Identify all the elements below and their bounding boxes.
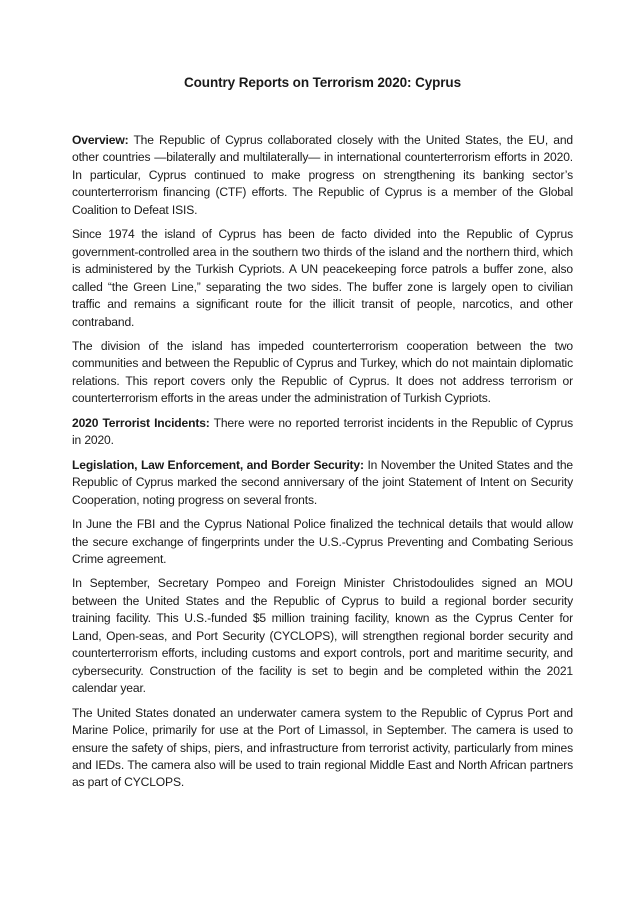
paragraph-legislation — [72, 457, 573, 509]
document-title: Country Reports on Terrorism 2020: Cyprus — [184, 75, 461, 90]
paragraph-text: The United States donated an underwater camera system to the Republic of Cyprus Port and Marine Police, primarily for use at the Port of Limassol, in September. The camera is used to ensure the safety of ships, piers, and infrastructure from terrorist activity, particularly from mines and IEDs. The camera also will be used to train regional Middle East and North African partners as part of CYCLOPS. — [72, 705, 573, 790]
paragraph-lead: 2020 Terrorist Incidents: — [72, 415, 210, 430]
paragraph-text: In June the FBI and the Cyprus National Police finalized the technical details that would allow the secure exchange of fingerprints under the U.S.-Cyprus Preventing and Combating Serious Crime agreement. — [72, 517, 573, 566]
paragraph-terrorist-incidents — [72, 415, 573, 450]
paragraph-lead: Overview: — [72, 133, 129, 147]
paragraph-lead: Legislation, Law Enforcement, and Border Security: — [72, 457, 364, 472]
paragraph-underwater-camera — [72, 705, 573, 792]
document-body — [72, 132, 573, 799]
paragraph-text: There were no reported terrorist incidents in the Republic of Cyprus in 2020. — [72, 415, 573, 448]
paragraph-fingerprints — [72, 516, 573, 568]
paragraph-text: In November the United States and the Republic of Cyprus marked the second anniversary of the joint Statement of Intent on Security Cooperation, noting progress on several fronts. — [72, 457, 573, 507]
paragraph-text: The Republic of Cyprus collaborated closely with the United States, the EU, and other countries —bilaterally and multilaterally— in international counterterrorism efforts in 2020. In particular, Cyprus continued to make progress on strengthening its banking sector’s counterterrorism financing (CTF) efforts. The Republic of Cyprus is a member of the Global Coalition to Defeat ISIS. — [72, 133, 573, 217]
paragraph-division-history — [72, 226, 573, 331]
paragraph-division-impact — [72, 338, 573, 408]
paragraph-text: The division of the island has impeded counterterrorism cooperation between the two communities and between the Republic of Cyprus and Turkey, which do not maintain diplomatic relations. This report covers only the Republic of Cyprus. It does not address terrorism or counterterrorism efforts in the areas under the administration of Turkish Cypriots. — [72, 338, 573, 406]
paragraph-text: In September, Secretary Pompeo and Foreign Minister Christodoulides signed an MOU between the United States and the Republic of Cyprus to build a regional border security training facility. This U.S.-funded $5 million training facility, known as the Cyprus Center for Land, Open-seas, and Port Security (CYCLOPS), will strengthen regional border security and counterterrorism efforts, including customs and export controls, port and maritime security, and cybersecurity. Construction of the facility is set to begin and be completed within the 2021 calendar year. — [72, 576, 573, 696]
paragraph-overview — [72, 132, 573, 219]
paragraph-cyclops-mou — [72, 575, 573, 697]
paragraph-text: Since 1974 the island of Cyprus has been de facto divided into the Republic of Cyprus government-controlled area in the southern two thirds of the island and the northern third, which is administered by the Turkish Cypriots. A UN peacekeeping force patrols a buffer zone, also called “the Green Line,” separating the two sides. The buffer zone is largely open to civilian traffic and remains a significant route for the illicit transit of people, narcotics, and other contraband. — [72, 227, 573, 329]
